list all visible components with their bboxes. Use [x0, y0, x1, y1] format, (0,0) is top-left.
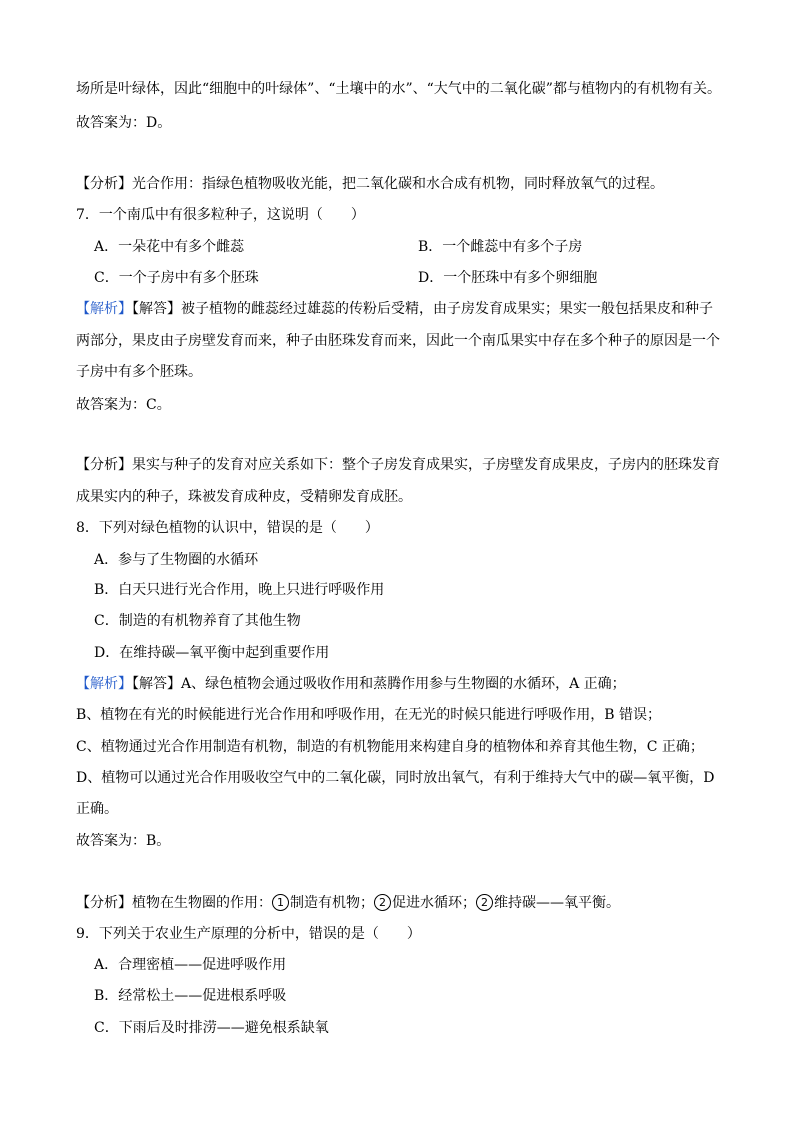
q8-solution-line: B、植物在有光的时候能进行光合作用和呼吸作用，在无光的时候只能进行呼吸作用，B 错误； [76, 707, 662, 723]
q7-option-c: C．一个子房中有多个胚珠 [94, 270, 259, 286]
q7-stem: 7．一个南瓜中有很多粒种子，这说明（ ） [76, 207, 365, 223]
q7-solution-text: 【解答】被子植物的雌蕊经过雄蕊的传粉后受精，由子房发育成果实；果实一般包括果皮和种子 [132, 301, 713, 317]
q8-solution-line [76, 674, 626, 694]
q7-answer: 故答案为：C。 [76, 397, 171, 413]
q8-option-c: C．制造的有机物养育了其他生物 [94, 613, 301, 629]
q8-analysis-point-1: 制造有机物； [290, 895, 374, 911]
circled-number-2: 2 [374, 894, 391, 911]
q7-option-a: A．一朵花中有多个雌蕊 [94, 239, 245, 255]
q8-analysis-point-2: 促进水循环； [392, 895, 476, 911]
q8-solution-line: 正确。 [76, 801, 118, 817]
q8-analysis-tag: 【解析】 [76, 676, 132, 692]
q9-option-a: A．合理密植——促进呼吸作用 [94, 957, 287, 973]
q8-analysis [76, 893, 620, 913]
circled-number-1: 1 [272, 894, 289, 911]
q8-analysis-prefix: 【分析】植物在生物圈的作用： [76, 895, 272, 911]
q7-analysis-line: 【分析】果实与种子的发育对应关系如下：整个子房发育成果实，子房壁发育成果皮，子房内的胚珠发育 [76, 457, 720, 473]
q8-option-d: D．在维持碳—氧平衡中起到重要作用 [94, 645, 330, 661]
q9-stem: 9．下列关于农业生产原理的分析中，错误的是（ ） [76, 926, 421, 942]
q8-solution-line: C、植物通过光合作用制造有机物，制造的有机物能用来构建自身的植物体和养育其他生物，C 正确； [76, 739, 704, 755]
q7-solution-line [76, 299, 713, 319]
q7-solution-line: 子房中有多个胚珠。 [76, 364, 202, 380]
prev-analysis: 【分析】光合作用：指绿色植物吸收光能，把二氧化碳和水合成有机物，同时释放氧气的过程。 [76, 176, 664, 192]
q7-analysis-tag: 【解析】 [76, 301, 132, 317]
q8-analysis-point-3: 维持碳——氧平衡。 [494, 895, 620, 911]
q8-option-a: A．参与了生物圈的水循环 [94, 552, 259, 568]
q7-option-b: B．一个雌蕊中有多个子房 [418, 239, 583, 255]
q8-option-b: B．白天只进行光合作用，晚上只进行呼吸作用 [94, 582, 385, 598]
prev-answer: 故答案为：D。 [76, 115, 172, 131]
q8-solution-text: 【解答】A、绿色植物会通过吸收作用和蒸腾作用参与生物圈的水循环，A 正确； [132, 676, 626, 692]
q9-option-b: B．经常松土——促进根系呼吸 [94, 988, 287, 1004]
q7-solution-line: 两部分，果皮由子房壁发育而来，种子由胚珠发育而来，因此一个南瓜果实中存在多个种子的原因是一个 [76, 333, 720, 349]
q7-analysis-line: 成果实内的种子，珠被发育成种皮，受精卵发育成胚。 [76, 489, 412, 505]
q8-stem: 8．下列对绿色植物的认识中，错误的是（ ） [76, 520, 379, 536]
q8-solution-line: D、植物可以通过光合作用吸收空气中的二氧化碳，同时放出氧气，有利于维持大气中的碳—氧平衡，D [76, 770, 715, 786]
q8-answer: 故答案为：B。 [76, 833, 171, 849]
prev-solution-line: 场所是叶绿体，因此“细胞中的叶绿体”、“土壤中的水”、“大气中的二氧化碳”都与植物内的有机物有关。 [76, 81, 721, 97]
q9-option-c: C．下雨后及时排涝——避免根系缺氧 [94, 1020, 329, 1036]
q7-option-d: D．一个胚珠中有多个卵细胞 [418, 270, 598, 286]
circled-number-2: 2 [476, 894, 493, 911]
